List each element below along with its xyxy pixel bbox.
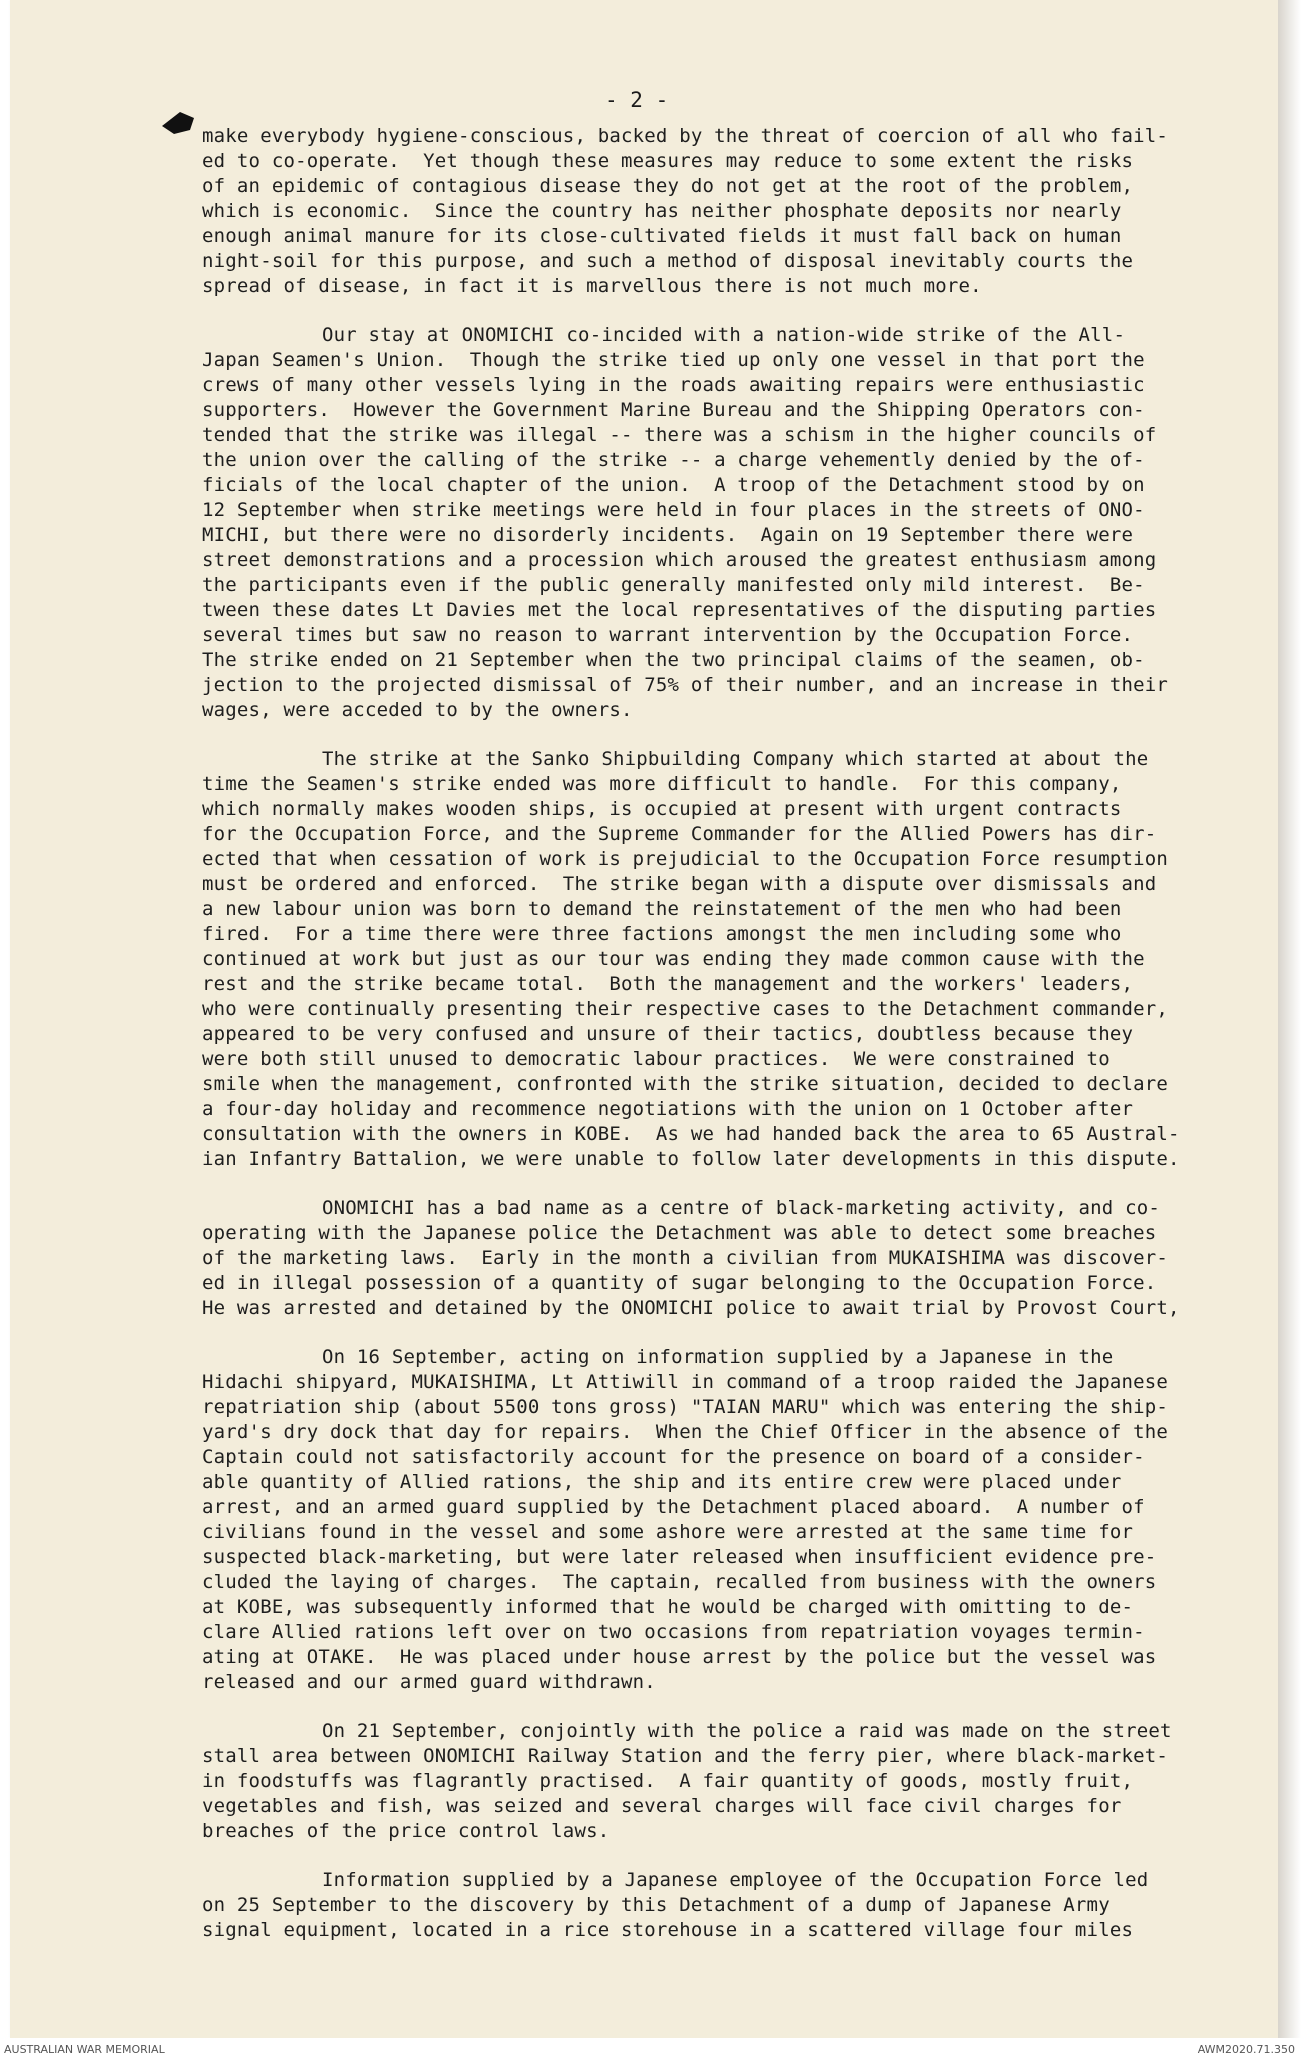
text-line: repatriation ship (about 5500 tons gross) "TAIAN MARU" which was entering the ship-	[202, 1396, 1169, 1418]
text-line: cluded the laying of charges. The captain, recalled from business with the owners	[202, 1571, 1157, 1593]
text-line: signal equipment, located in a rice storehouse in a scattered village four miles	[202, 1919, 1134, 1941]
text-line: Japan Seamen's Union. Though the strike tied up only one vessel in that port the	[202, 349, 1145, 371]
page-number: - 2 -	[605, 88, 669, 112]
paragraph	[202, 124, 1242, 299]
text-line: several times but saw no reason to warrant intervention by the Occupation Force.	[202, 624, 1134, 646]
ink-blot-mark	[160, 108, 200, 138]
text-line: of the marketing laws. Early in the month a civilian from MUKAISHIMA was discover-	[202, 1247, 1169, 1269]
text-line: arrest, and an armed guard supplied by the Detachment placed aboard. A number of	[202, 1496, 1145, 1518]
text-line: suspected black-marketing, but were later released when insufficient evidence pre-	[202, 1546, 1157, 1568]
archive-reference-number: AWM2020.71.350	[1197, 2043, 1295, 2056]
paragraph	[202, 747, 1242, 1172]
text-line: the union over the calling of the strike -- a charge vehemently denied by the of-	[202, 449, 1145, 471]
text-line: on 25 September to the discovery by this Detachment of a dump of Japanese Army	[202, 1894, 1110, 1916]
text-line: enough animal manure for its close-cultivated fields it must fall back on human	[202, 225, 1122, 247]
text-line: ed in illegal possession of a quantity of sugar belonging to the Occupation Force.	[202, 1272, 1157, 1294]
text-line: smile when the management, confronted with the strike situation, decided to declare	[202, 1073, 1169, 1095]
text-line: The strike at the Sanko Shipbuilding Company which started at about the	[322, 748, 1149, 770]
text-line: ected that when cessation of work is prejudicial to the Occupation Force resumption	[202, 848, 1169, 870]
text-line: wages, were acceded to by the owners.	[202, 699, 633, 721]
paragraph	[202, 1868, 1242, 1943]
text-line: released and our armed guard withdrawn.	[202, 1671, 656, 1693]
text-line: which is economic. Since the country has neither phosphate deposits nor nearly	[202, 200, 1122, 222]
text-line: street demonstrations and a procession which aroused the greatest enthusiasm among	[202, 549, 1157, 571]
text-line: civilians found in the vessel and some ashore were arrested at the same time for	[202, 1521, 1134, 1543]
text-line: appeared to be very confused and unsure of their tactics, doubtless because they	[202, 1023, 1134, 1045]
text-line: continued at work but just as our tour was ending they made common cause with the	[202, 948, 1145, 970]
document-page	[10, 0, 1278, 2038]
text-line: which normally makes wooden ships, is occupied at present with urgent contracts	[202, 798, 1122, 820]
text-line: vegetables and fish, was seized and several charges will face civil charges for	[202, 1795, 1122, 1817]
text-line: MICHI, but there were no disorderly incidents. Again on 19 September there were	[202, 524, 1134, 546]
text-line: a new labour union was born to demand the reinstatement of the men who had been	[202, 898, 1122, 920]
text-line: for the Occupation Force, and the Supreme Commander for the Allied Powers has dir-	[202, 823, 1157, 845]
text-line: He was arrested and detained by the ONOMICHI police to await trial by Provost Court,	[202, 1297, 1180, 1319]
archive-credit: AUSTRALIAN WAR MEMORIAL	[4, 2043, 165, 2056]
text-line: ian Infantry Battalion, we were unable to follow later developments in this dispute.	[202, 1148, 1180, 1170]
text-line: make everybody hygiene-conscious, backed by the threat of coercion of all who fail-	[202, 125, 1169, 147]
document-body	[202, 124, 1242, 1943]
text-line: ed to co-operate. Yet though these measures may reduce to some extent the risks	[202, 150, 1134, 172]
archive-footer	[0, 2038, 1301, 2061]
text-line: jection to the projected dismissal of 75% of their number, and an increase in their	[202, 674, 1169, 696]
text-line: in foodstuffs was flagrantly practised. A fair quantity of goods, mostly fruit,	[202, 1770, 1134, 1792]
text-line: night-soil for this purpose, and such a method of disposal inevitably courts the	[202, 250, 1134, 272]
text-line: must be ordered and enforced. The strike began with a dispute over dismissals and	[202, 873, 1157, 895]
paragraph	[202, 323, 1242, 723]
text-line: Captain could not satisfactorily account for the presence on board of a consider-	[202, 1446, 1145, 1468]
text-line: crews of many other vessels lying in the roads awaiting repairs were enthusiastic	[202, 374, 1145, 396]
text-line: Our stay at ONOMICHI co-incided with a nation-wide strike of the All-	[322, 324, 1126, 346]
text-line: tended that the strike was illegal -- there was a schism in the higher councils of	[202, 424, 1157, 446]
text-line: a four-day holiday and recommence negotiations with the union on 1 October after	[202, 1098, 1134, 1120]
text-line: Information supplied by a Japanese employee of the Occupation Force led	[322, 1869, 1149, 1891]
text-line: ating at OTAKE. He was placed under house arrest by the police but the vessel was	[202, 1646, 1157, 1668]
text-line: rest and the strike became total. Both the management and the workers' leaders,	[202, 973, 1134, 995]
paragraph	[202, 1719, 1242, 1844]
text-line: Hidachi shipyard, MUKAISHIMA, Lt Attiwill in command of a troop raided the Japanese	[202, 1371, 1169, 1393]
text-line: at KOBE, was subsequently informed that he would be charged with omitting to de-	[202, 1596, 1134, 1618]
text-line: ficials of the local chapter of the union. A troop of the Detachment stood by on	[202, 474, 1145, 496]
text-line: the participants even if the public generally manifested only mild interest. Be-	[202, 574, 1145, 596]
paragraph	[202, 1196, 1242, 1321]
text-line: consultation with the owners in KOBE. As we had handed back the area to 65 Austral-	[202, 1123, 1180, 1145]
paragraph	[202, 1345, 1242, 1695]
text-line: stall area between ONOMICHI Railway Station and the ferry pier, where black-market-	[202, 1745, 1169, 1767]
text-line: fired. For a time there were three factions amongst the men including some who	[202, 923, 1122, 945]
text-line: of an epidemic of contagious disease they do not get at the root of the problem,	[202, 175, 1134, 197]
text-line: The strike ended on 21 September when the two principal claims of the seamen, ob-	[202, 649, 1145, 671]
text-line: 12 September when strike meetings were held in four places in the streets of ONO-	[202, 499, 1145, 521]
text-line: able quantity of Allied rations, the ship and its entire crew were placed under	[202, 1471, 1122, 1493]
text-line: yard's dry dock that day for repairs. When the Chief Officer in the absence of the	[202, 1421, 1169, 1443]
text-line: supporters. However the Government Marine Bureau and the Shipping Operators con-	[202, 399, 1145, 421]
text-line: ONOMICHI has a bad name as a centre of black-marketing activity, and co-	[322, 1197, 1161, 1219]
text-line: spread of disease, in fact it is marvellous there is not much more.	[202, 275, 982, 297]
text-line: clare Allied rations left over on two occasions from repatriation voyages termin-	[202, 1621, 1145, 1643]
text-line: On 21 September, conjointly with the police a raid was made on the street	[322, 1720, 1172, 1742]
text-line: On 16 September, acting on information supplied by a Japanese in the	[322, 1346, 1114, 1368]
text-line: time the Seamen's strike ended was more difficult to handle. For this company,	[202, 773, 1122, 795]
text-line: tween these dates Lt Davies met the local representatives of the disputing parties	[202, 599, 1157, 621]
page-edge-shadow	[1278, 0, 1301, 2038]
text-line: were both still unused to democratic labour practices. We were constrained to	[202, 1048, 1110, 1070]
text-line: who were continually presenting their respective cases to the Detachment commander,	[202, 998, 1169, 1020]
text-line: operating with the Japanese police the Detachment was able to detect some breaches	[202, 1222, 1157, 1244]
text-line: breaches of the price control laws.	[202, 1820, 610, 1842]
